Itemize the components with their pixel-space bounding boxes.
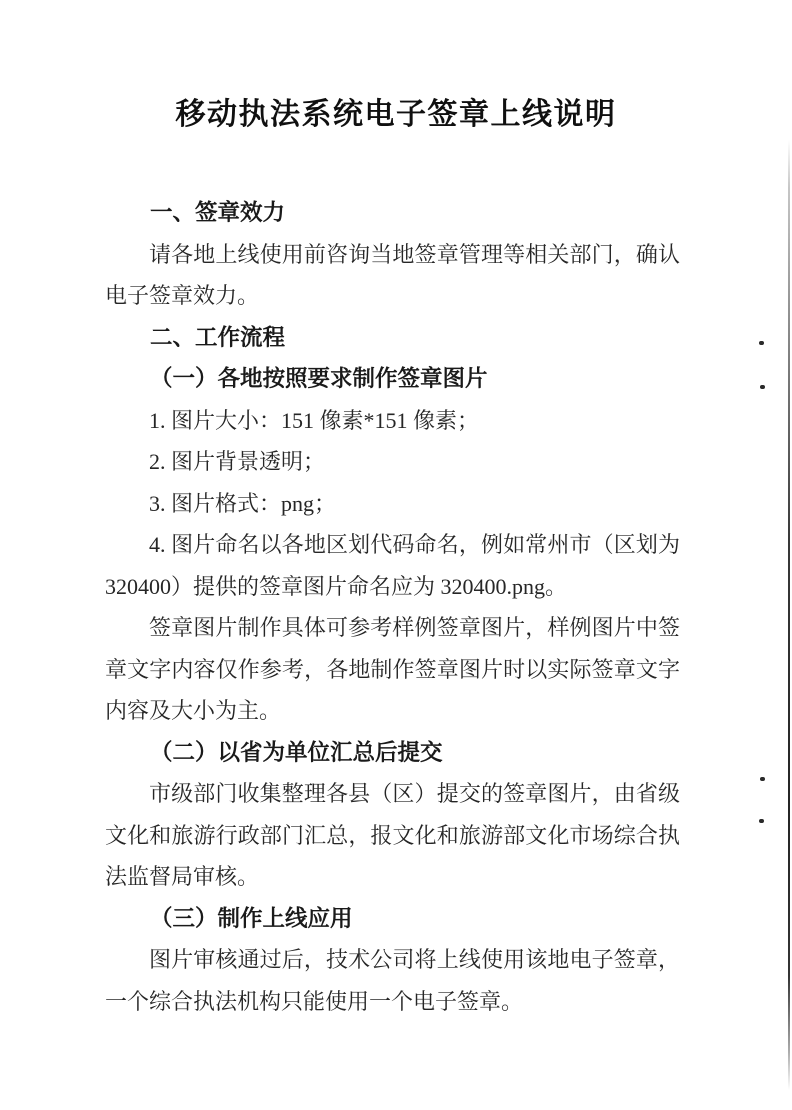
text-line: 签章图片制作具体可参考样例签章图片，样例图片中签 bbox=[149, 615, 680, 640]
text-line: 2. 图片背景透明； bbox=[149, 449, 326, 474]
text-line: 法监督局审核。 bbox=[105, 864, 260, 889]
text-line: 文化和旅游行政部门汇总，报文化和旅游部文化市场综合执 bbox=[105, 822, 680, 848]
text-line: 4. 图片命名以各地区划代码命名，例如常州市（区划为 bbox=[149, 532, 680, 557]
scan-dot-artifact bbox=[759, 341, 764, 345]
text-line: 320400）提供的签章图片命名应为 320400.png。 bbox=[105, 573, 568, 599]
document-body bbox=[105, 192, 680, 1022]
text-line: 内容及大小为主。 bbox=[105, 698, 282, 723]
text-line: 一、签章效力 bbox=[150, 200, 286, 225]
scan-dot-artifact bbox=[760, 385, 765, 389]
text-line: （二）以省为单位汇总后提交 bbox=[150, 739, 443, 765]
text-line: 章文字内容仅作参考，各地制作签章图片时以实际签章文字 bbox=[105, 656, 680, 682]
text-line: 一个综合执法机构只能使用一个电子签章。 bbox=[105, 988, 524, 1014]
document-title: 移动执法系统电子签章上线说明 bbox=[175, 98, 617, 131]
text-line: 1. 图片大小：151 像素*151 像素； bbox=[149, 407, 480, 433]
text-line: （一）各地按照要求制作签章图片 bbox=[150, 366, 488, 391]
scan-dot-artifact bbox=[760, 777, 765, 781]
text-line: 市级部门收集整理各县（区）提交的签章图片，由省级 bbox=[149, 781, 680, 806]
text-line: 3. 图片格式：png； bbox=[149, 490, 337, 516]
text-line: （三）制作上线应用 bbox=[150, 905, 353, 931]
scan-dot-artifact bbox=[759, 819, 764, 823]
text-line: 请各地上线使用前咨询当地签章管理等相关部门，确认 bbox=[149, 241, 680, 267]
text-line: 电子签章效力。 bbox=[105, 283, 260, 308]
scan-edge-artifact bbox=[788, 140, 790, 1090]
text-line: 二、工作流程 bbox=[150, 324, 286, 350]
text-line: 图片审核通过后，技术公司将上线使用该地电子签章， bbox=[149, 947, 680, 972]
